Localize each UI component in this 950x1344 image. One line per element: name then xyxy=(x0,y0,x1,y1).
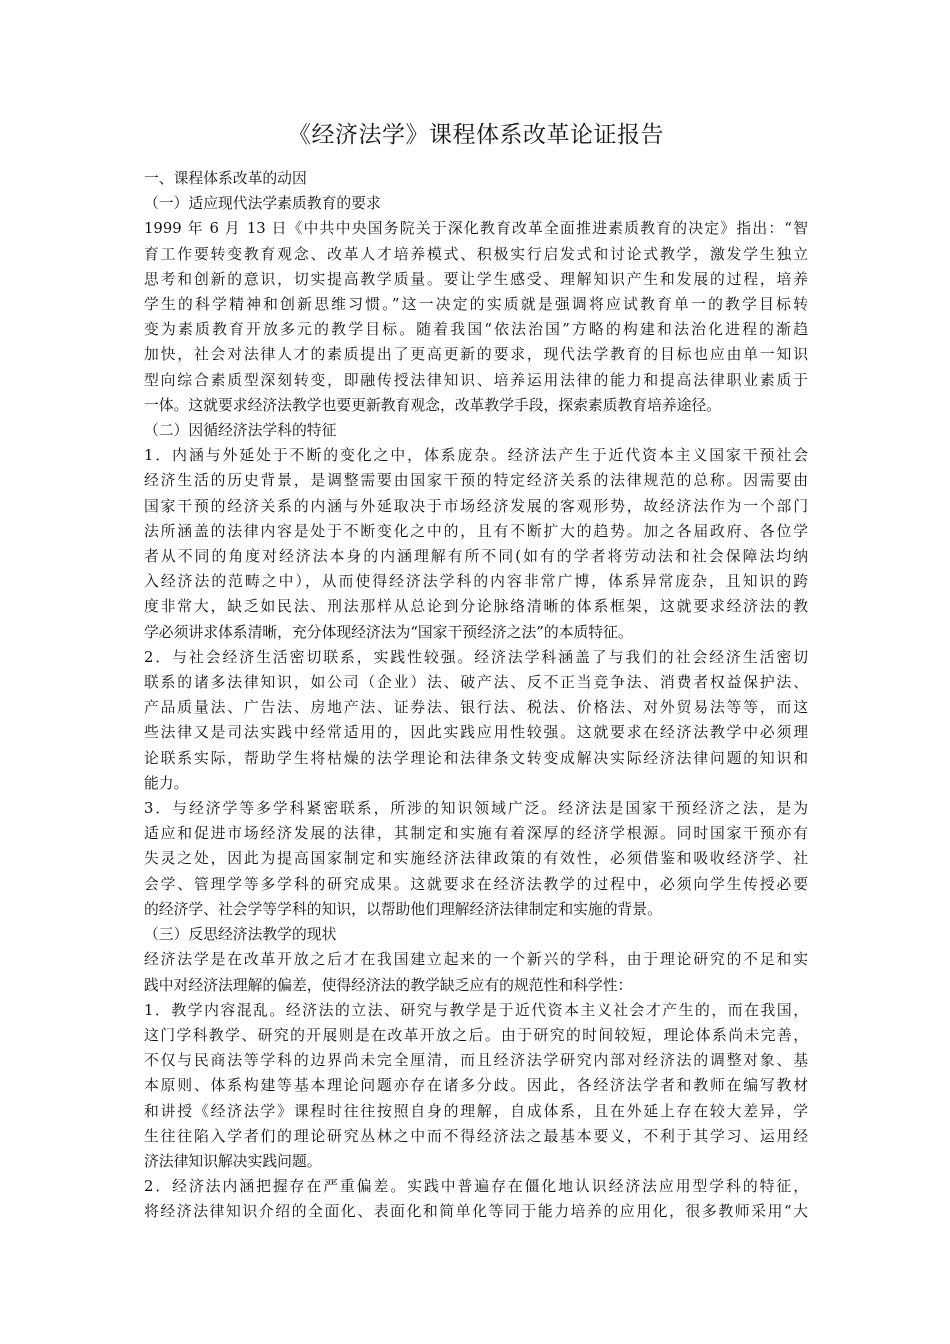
text-line: 些法律又是司法实践中经常适用的，因此实践应用性较强。这就要求在经济法教学中必须理 xyxy=(144,724,808,742)
text-line: 适应和促进市场经济发展的法律，其制定和实施有着深厚的经济学根源。同时国家干预亦有 xyxy=(144,825,808,843)
text-line: 践中对经济法理解的偏差，使得经济法的教学缺乏应有的规范性和科学性： xyxy=(144,976,633,994)
text-line: 不仅与民商法等学科的边界尚未完全厘清，而且经济法学研究内部对经济法的调整对象、基 xyxy=(144,1052,808,1070)
text-line: 论联系实际，帮助学生将枯燥的法学理论和法律条文转变成解决实际经济法律问题的知识和 xyxy=(144,749,808,767)
text-line: 失灵之处，因此为提高国家制定和实施经济法律政策的有效性，必须借鉴和吸收经济学、社 xyxy=(144,850,808,868)
document-body xyxy=(144,166,808,1225)
text-line: （三）反思经济法教学的现状 xyxy=(144,926,337,944)
text-line: 这门学科教学、研究的开展则是在改革开放之后。由于研究的时间较短，理论体系尚未完善， xyxy=(144,1026,808,1044)
text-line: 济法律知识解决实践问题。 xyxy=(144,1152,322,1170)
text-line: 1．内涵与外延处于不断的变化之中，体系庞杂。经济法产生于近代资本主义国家干预社会 xyxy=(144,447,808,465)
text-line: 联系的诸多法律知识，如公司（企业）法、破产法、反不正当竞争法、消费者权益保护法、 xyxy=(144,674,808,692)
text-line: 的经济学、社会学等学科的知识，以帮助他们理解经济法律制定和实施的背景。 xyxy=(144,900,662,918)
text-line: 型向综合素质型深刻转变，即融传授法律知识、培养运用法律的能力和提高法律职业素质于 xyxy=(144,371,808,389)
text-line: 学必须讲求体系清晰，充分体现经济法为“国家干预经济之法”的本质特征。 xyxy=(144,623,633,641)
text-line: （二）因循经济法学科的特征 xyxy=(144,422,337,440)
text-line: 3．与经济学等多学科紧密联系，所涉的知识领域广泛。经济法是国家干预经济之法，是为 xyxy=(144,800,808,818)
text-line: 和讲授《经济法学》课程时往往按照自身的理解，自成体系，且在外延上存在较大差异，学 xyxy=(144,1102,808,1120)
text-line: 经济法学是在改革开放之后才在我国建立起来的一个新兴的学科，由于理论研究的不足和实 xyxy=(144,951,808,969)
document-title: 《经济法学》课程体系改革论证报告 xyxy=(288,122,664,148)
text-line: 生往往陷入学者们的理论研究丛林之中而不得经济法之最基本要义，不利于其学习、运用经 xyxy=(144,1127,808,1145)
text-line: 学生的科学精神和创新思维习惯。”这一决定的实质就是强调将应试教育单一的教学目标转 xyxy=(144,296,808,314)
document-page xyxy=(144,118,808,1225)
text-line: 育工作要转变教育观念、改革人才培养模式、积极实行启发式和讨论式教学，激发学生独立 xyxy=(144,245,808,263)
text-line: 一、课程体系改革的动因 xyxy=(144,170,307,187)
text-line: 会学、管理学等多学科的研究成果。这就要求在经济法教学的过程中，必须向学生传授必要 xyxy=(144,875,808,893)
text-line: 1999 年 6 月 13 日《中共中央国务院关于深化教育改革全面推进素质教育的决定》指出：“智 xyxy=(144,220,808,238)
text-line: 产品质量法、广告法、房地产法、证券法、银行法、税法、价格法、对外贸易法等等，而这 xyxy=(144,699,808,717)
text-line: 本原则、体系构建等基本理论问题亦存在诸多分歧。因此，各经济法学者和教师在编写教材 xyxy=(144,1077,808,1095)
text-line: 经济生活的历史背景，是调整需要由国家干预的特定经济关系的法律规范的总称。因需要由 xyxy=(144,472,808,490)
text-line: 法所涵盖的法律内容是处于不断变化之中的，且有不断扩大的趋势。加之各届政府、各位学 xyxy=(144,522,808,540)
text-line: 2．与社会经济生活密切联系，实践性较强。经济法学科涵盖了与我们的社会经济生活密切 xyxy=(144,648,808,666)
text-line: 变为素质教育开放多元的教学目标。随着我国“依法治国”方略的构建和法治化进程的渐趋 xyxy=(144,321,808,339)
text-line: 思考和创新的意识，切实提高教学质量。要让学生感受、理解知识产生和发展的过程，培养 xyxy=(144,270,808,288)
text-line: 入经济法的范畴之中），从而使得经济法学科的内容非常广博，体系异常庞杂，且知识的跨 xyxy=(144,573,808,591)
text-line: 1．教学内容混乱。经济法的立法、研究与教学是于近代资本主义社会才产生的，而在我国， xyxy=(144,1001,808,1019)
text-line: 一体。这就要求经济法教学也要更新教育观念，改革教学手段，探索素质教育培养途径。 xyxy=(144,396,722,414)
text-line: 2．经济法内涵把握存在严重偏差。实践中普遍存在僵化地认识经济法应用型学科的特征， xyxy=(144,1178,808,1196)
text-line: 能力。 xyxy=(144,774,189,792)
text-line: （一）适应现代法学素质教育的要求 xyxy=(144,195,381,213)
text-line: 度非常大，缺乏如民法、刑法那样从总论到分论脉络清晰的体系框架，这就要求经济法的教 xyxy=(144,598,808,616)
text-line: 将经济法律知识介绍的全面化、表面化和简单化等同于能力培养的应用化，很多教师采用“大 xyxy=(144,1203,808,1221)
text-line: 国家干预的经济关系的内涵与外延取决于市场经济发展的客观形势，故经济法作为一个部门 xyxy=(144,497,808,515)
text-line: 加快，社会对法律人才的素质提出了更高更新的要求，现代法学教育的目标也应由单一知识 xyxy=(144,346,808,364)
text-line: 者从不同的角度对经济法本身的内涵理解有所不同(如有的学者将劳动法和社会保障法均纳 xyxy=(144,548,808,566)
